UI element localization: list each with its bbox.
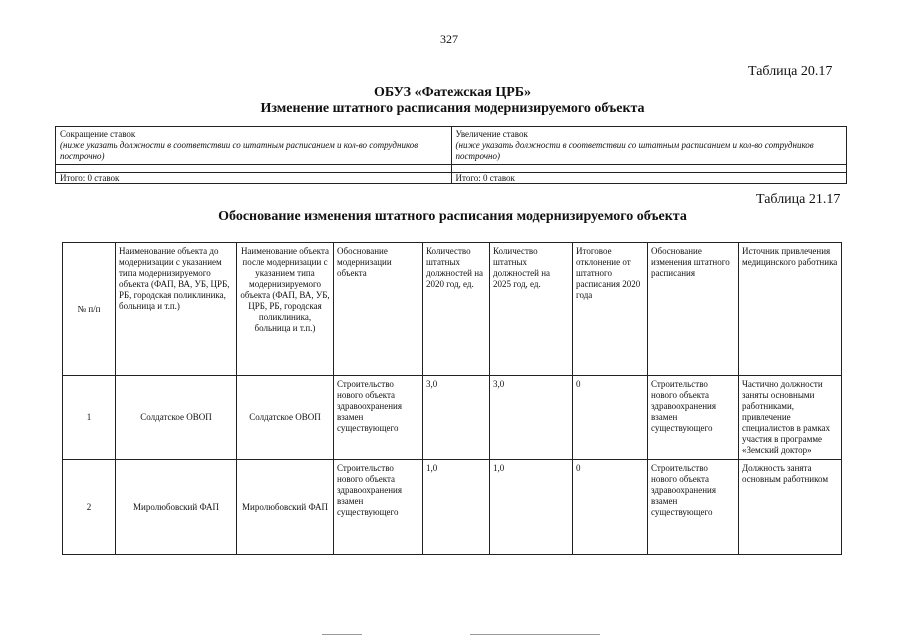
reduction-title: Сокращение ставок bbox=[60, 129, 136, 139]
row-change-reason: Строительство нового объекта здравоохранения взамен существующего bbox=[648, 376, 739, 460]
header-source: Источник привлечения медицинского работника bbox=[739, 243, 842, 376]
row-source: Частично должности заняты основными работниками, привлечение специалистов в рамках участия в программе «Земский доктор» bbox=[739, 376, 842, 460]
footer-scan-mark bbox=[322, 634, 362, 635]
header-after: Наименование объекта после модернизации с указанием типа модернизируемого объекта (ФАП, ВА, УБ, ЦРБ, РБ, городская поликлиника, больница и т.п.) bbox=[237, 243, 334, 376]
row-after: Солдатское ОВОП bbox=[237, 376, 334, 460]
header-num: № п/п bbox=[63, 243, 116, 376]
row-posts-2020: 1,0 bbox=[423, 460, 490, 555]
table-row bbox=[63, 376, 842, 460]
staff-change-heading: Изменение штатного расписания модернизируемого объекта bbox=[260, 101, 645, 116]
row-deviation: 0 bbox=[573, 460, 648, 555]
table-row bbox=[63, 460, 842, 555]
row-posts-2025: 3,0 bbox=[490, 376, 573, 460]
row-change-reason: Строительство нового объекта здравоохранения взамен существующего bbox=[648, 460, 739, 555]
row-deviation: 0 bbox=[573, 376, 648, 460]
increase-title: Увеличение ставок bbox=[455, 129, 528, 139]
row-after: Миролюбовский ФАП bbox=[237, 460, 334, 555]
row-num: 1 bbox=[63, 376, 116, 460]
page-number: 327 bbox=[440, 32, 458, 46]
header-before: Наименование объекта до модернизации с указанием типа модернизируемого объекта (ФАП, ВА, УБ, ЦРБ, РБ, городская поликлиника, больница и т.п.) bbox=[116, 243, 237, 376]
row-posts-2025: 1,0 bbox=[490, 460, 573, 555]
reduction-note: (ниже указать должности в соответствии со штатным расписанием и кол-во сотрудников построчно) bbox=[60, 140, 419, 161]
organization-heading: ОБУЗ «Фатежская ЦРБ» bbox=[373, 85, 532, 100]
row-before: Солдатское ОВОП bbox=[116, 376, 237, 460]
row-before: Миролюбовский ФАП bbox=[116, 460, 237, 555]
reduction-total: Итого: 0 ставок bbox=[56, 173, 452, 184]
row-justification: Строительство нового объекта здравоохранения взамен существующего bbox=[334, 376, 423, 460]
increase-total: Итого: 0 ставок bbox=[451, 173, 847, 184]
reduction-header-cell bbox=[56, 127, 452, 165]
justification-heading: Обоснование изменения штатного расписания модернизируемого объекта bbox=[218, 209, 687, 224]
header-posts-2025: Количество штатных должностей на 2025 год, ед. bbox=[490, 243, 573, 376]
header-justification: Обоснование модернизации объекта bbox=[334, 243, 423, 376]
increase-blank-cell bbox=[451, 165, 847, 173]
header-deviation: Итоговое отклонение от штатного расписания 2020 года bbox=[573, 243, 648, 376]
footer-scan-mark bbox=[470, 634, 600, 635]
table-label-20-17: Таблица 20.17 bbox=[748, 64, 833, 79]
row-posts-2020: 3,0 bbox=[423, 376, 490, 460]
row-justification: Строительство нового объекта здравоохранения взамен существующего bbox=[334, 460, 423, 555]
staff-change-table bbox=[55, 126, 847, 184]
row-source: Должность занята основным работником bbox=[739, 460, 842, 555]
table-label-21-17: Таблица 21.17 bbox=[756, 192, 841, 207]
reduction-blank-cell bbox=[56, 165, 452, 173]
justification-table bbox=[62, 242, 842, 555]
row-num: 2 bbox=[63, 460, 116, 555]
increase-note: (ниже указать должности в соответствии со штатным расписанием и кол-во сотрудников построчно) bbox=[455, 140, 814, 161]
header-posts-2020: Количество штатных должностей на 2020 год, ед. bbox=[423, 243, 490, 376]
table-header-row bbox=[63, 243, 842, 376]
header-change-reason: Обоснование изменения штатного расписания bbox=[648, 243, 739, 376]
increase-header-cell bbox=[451, 127, 847, 165]
